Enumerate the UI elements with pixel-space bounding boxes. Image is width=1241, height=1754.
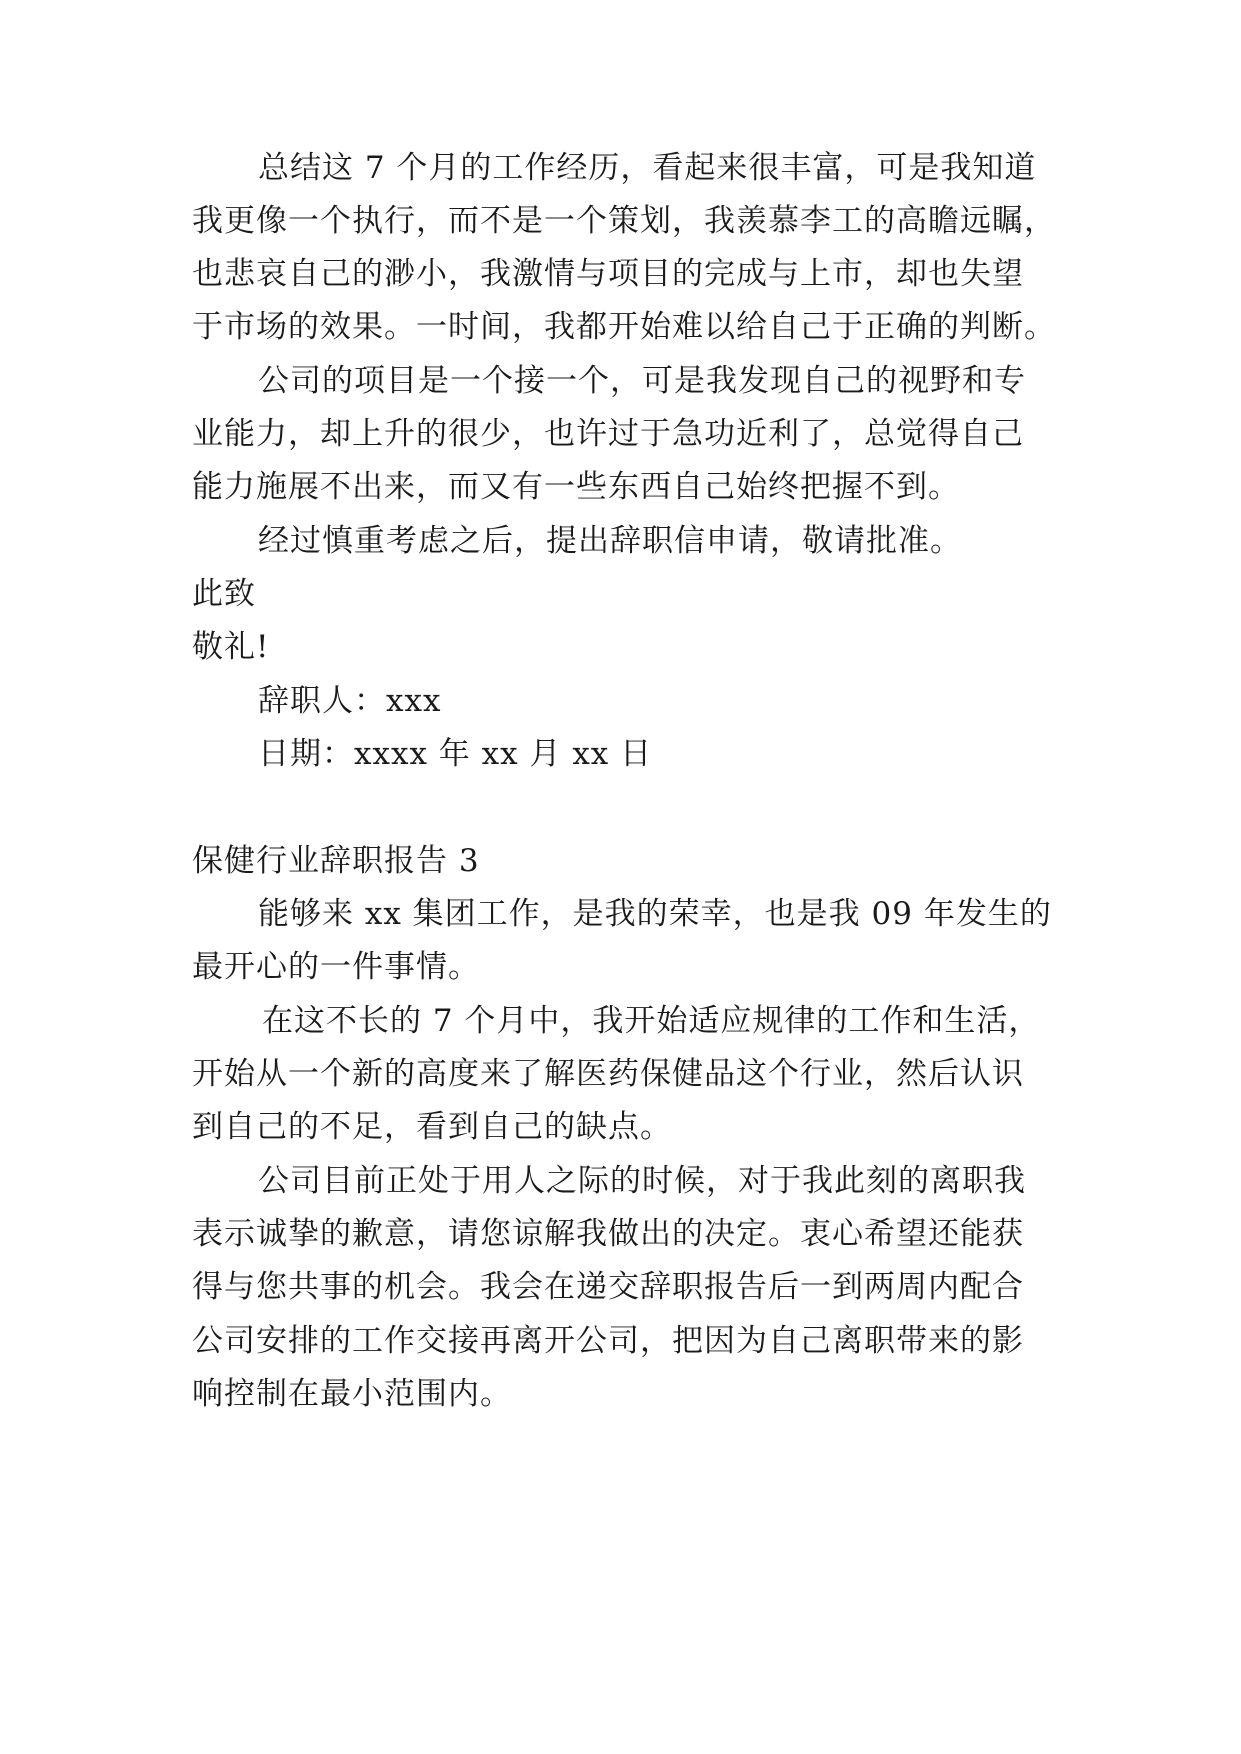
paragraph-line: 于市场的效果。一时间，我都开始难以给自己于正确的判断。 [192,309,1056,345]
section-title: 保健行业辞职报告 3 [192,843,480,879]
paragraph-line: 公司的项目是一个接一个，可是我发现自己的视野和专 [258,363,1026,399]
paragraph-line: 公司目前正处于用人之际的时候，对于我此刻的离职我 [258,1163,1026,1199]
paragraph-line: 得与您共事的机会。我会在递交辞职报告后一到两周内配合 [192,1269,1024,1305]
date-line: 日期：xxxx 年 xx 月 xx 日 [258,736,653,772]
paragraph-line: 总结这 7 个月的工作经历，看起来很丰富，可是我知道 [258,150,1037,186]
paragraph-line: 响控制在最小范围内。 [192,1376,512,1412]
paragraph-line: 能够来 xx 集团工作，是我的荣幸，也是我 09 年发生的 [258,896,1052,932]
paragraph-line: 业能力，却上升的很少，也许过于急功近利了，总觉得自己 [192,416,1024,452]
paragraph-line: 我更像一个执行，而不是一个策划，我羡慕李工的高瞻远瞩， [192,203,1056,239]
paragraph-line: 到自己的不足，看到自己的缺点。 [192,1109,672,1145]
paragraph-line: 能力施展不出来，而又有一些东西自己始终把握不到。 [192,469,960,505]
closing-salutation: 此致 [192,576,256,612]
paragraph-line: 开始从一个新的高度来了解医药保健品这个行业，然后认识 [192,1056,1024,1092]
closing-regards: 敬礼! [192,629,270,665]
paragraph-line: 在这不长的 7 个月中，我开始适应规律的工作和生活， [262,1003,1041,1039]
paragraph-line: 也悲哀自己的渺小，我激情与项目的完成与上市，却也失望 [192,256,1024,292]
paragraph-line: 经过慎重考虑之后，提出辞职信申请，敬请批准。 [258,523,962,559]
signer-line: 辞职人：xxx [258,683,442,719]
paragraph-line: 表示诚挚的歉意，请您谅解我做出的决定。衷心希望还能获 [192,1216,1024,1252]
paragraph-line: 公司安排的工作交接再离开公司，把因为自己离职带来的影 [192,1323,1024,1359]
paragraph-line: 最开心的一件事情。 [192,949,480,985]
